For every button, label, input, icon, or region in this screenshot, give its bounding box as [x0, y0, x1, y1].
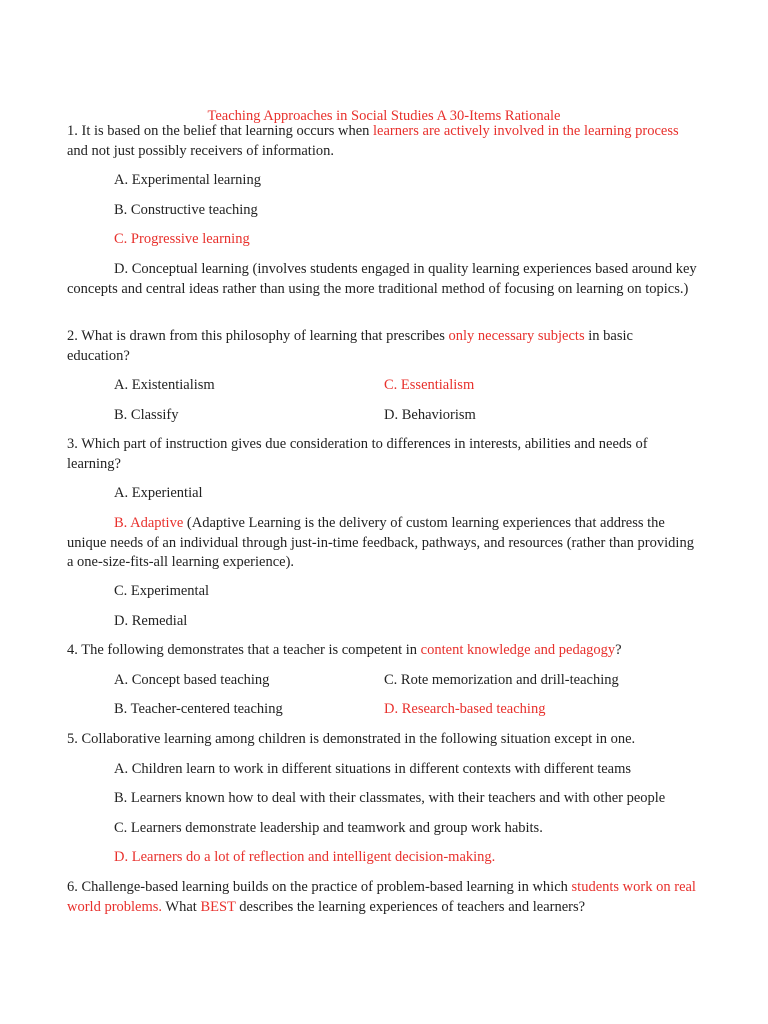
q5-option-a: A. Children learn to work in different situations in different contexts with different teams [114, 761, 632, 777]
q4-option-c: C. Rote memorization and drill-teaching [384, 672, 619, 688]
question-text: in basic education? [67, 328, 633, 364]
q2-option-a: A. Existentialism [114, 377, 215, 393]
question-6 [67, 878, 699, 917]
question-1 [67, 122, 699, 161]
question-text: 4. The following demonstrates that a teacher is competent in [67, 642, 421, 658]
q5-option-b: B. Learners known how to deal with their classmates, with their teachers and with other people [114, 790, 666, 806]
highlight-text: content knowledge and pedagogy [420, 642, 616, 658]
q5-option-d-answer: D. Learners do a lot of reflection and intelligent decision-making. [114, 849, 496, 865]
q2-option-c-answer: C. Essentialism [384, 377, 475, 393]
question-5: 5. Collaborative learning among children is demonstrated in the following situation except in one. [67, 731, 636, 747]
q1-option-b: B. Constructive teaching [114, 202, 258, 218]
question-text: 1. It is based on the belief that learning occurs when [67, 123, 374, 139]
q2-option-b: B. Classify [114, 407, 179, 423]
highlight-text: only necessary subjects [448, 328, 585, 344]
question-3: 3. Which part of instruction gives due consideration to differences in interests, abilities and needs of learning? [67, 436, 648, 472]
question-2 [67, 327, 699, 366]
q3-option-b-answer [67, 514, 699, 573]
q1-option-c-answer: C. Progressive learning [114, 231, 250, 247]
question-text: and not just possibly receivers of information. [67, 142, 334, 159]
question-4 [67, 641, 699, 661]
question-text: What [162, 898, 201, 915]
question-text: 6. Challenge-based learning builds on the practice of problem-based learning in which [67, 879, 572, 895]
q3-option-c: C. Experimental [114, 583, 210, 599]
highlight-text: students work on real world problems. [67, 879, 696, 915]
answer-text: B. Adaptive [114, 515, 184, 531]
document-title: Teaching Approaches in Social Studies A 30-Items Rationale [207, 107, 561, 124]
q4-option-a: A. Concept based teaching [114, 672, 270, 688]
rationale-text: (Adaptive Learning is the delivery of custom learning experiences that address the unique needs of an individual through just-in-time feedback, pathways, and resources (rather than providing a one-size-fits-all learning experience). [67, 515, 694, 570]
q3-option-d: D. Remedial [114, 613, 188, 629]
highlight-text: learners are actively involved in the learning process [373, 123, 679, 139]
q5-option-c: C. Learners demonstrate leadership and teamwork and group work habits. [114, 820, 543, 836]
q1-option-a: A. Experimental learning [114, 172, 261, 188]
question-text: describes the learning experiences of teachers and learners? [235, 898, 586, 915]
highlight-text: BEST [200, 898, 236, 915]
q2-option-d: D. Behaviorism [384, 407, 476, 423]
question-text: 2. What is drawn from this philosophy of learning that prescribes [67, 328, 449, 344]
question-text: ? [615, 642, 622, 658]
q4-option-b: B. Teacher-centered teaching [114, 701, 283, 717]
q4-option-d-answer: D. Research-based teaching [384, 701, 546, 717]
q3-option-a: A. Experiential [114, 485, 203, 501]
q1-option-d: D. Conceptual learning (involves students engaged in quality learning experiences based around key concepts and central ideas rather than using the more traditional method of focusing on learning on topics.) [67, 261, 697, 297]
